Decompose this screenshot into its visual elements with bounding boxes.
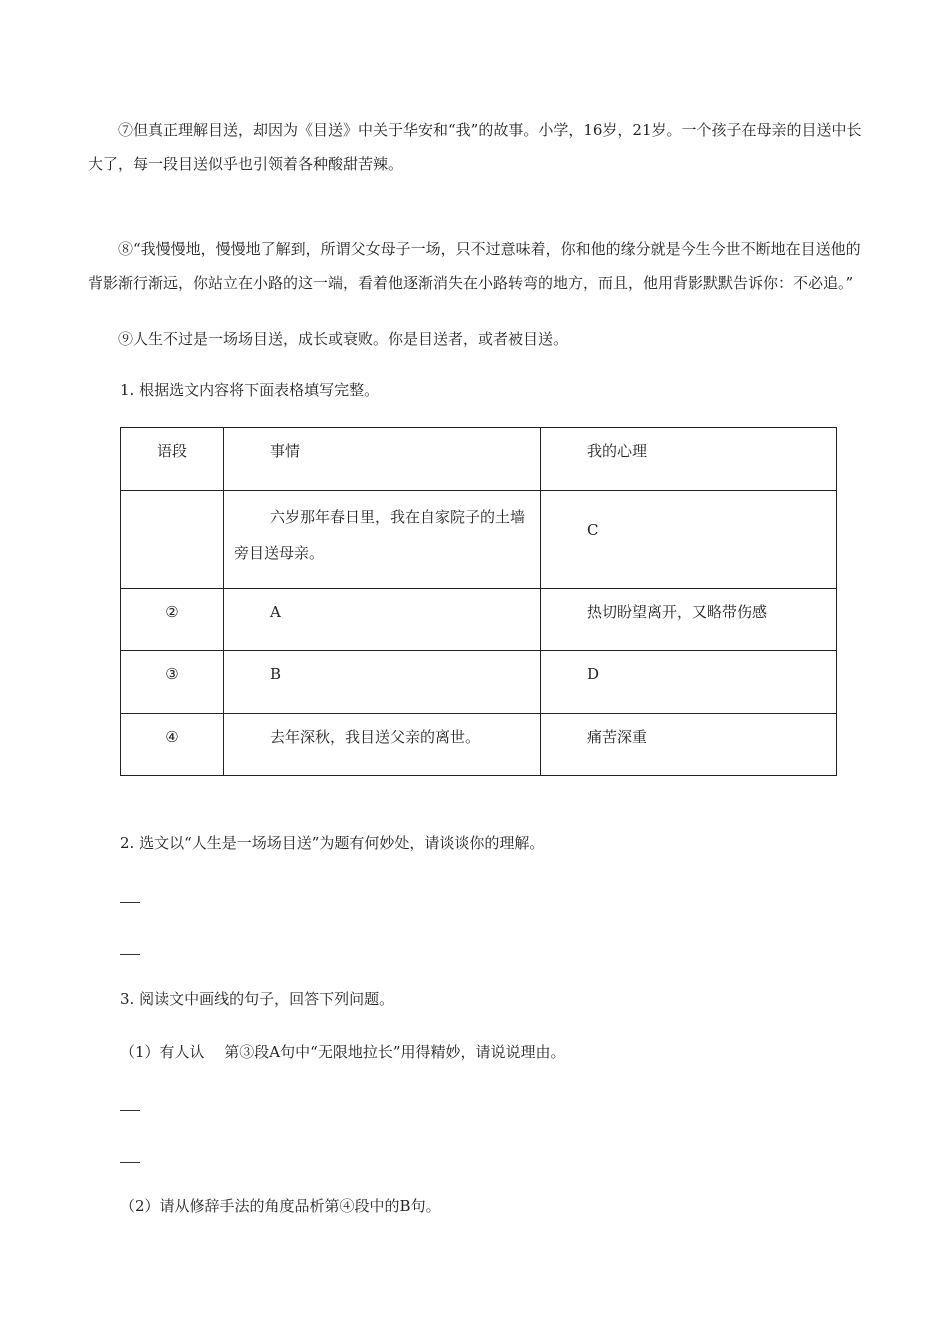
row1-event: 六岁那年春日里，我在自家院子的土墙旁目送母亲。 [234,508,526,562]
table-header-row [121,428,837,491]
table-row [121,491,837,589]
question-3-sub-1: （1）有人认 第③段A句中“无限地拉长”用得精妙，请说说理由。 [120,1043,566,1061]
paragraph-8: ⑧“我慢慢地，慢慢地了解到，所谓父女母子一场，只不过意味着，你和他的缘分就是今生今世不断地在目送他的背影渐行渐远，你站立在小路的这一端，看着他逐渐消失在小路转弯的地方，而且，他用背影默默告诉你：不必追。” [88,240,861,292]
paragraph-9: ⑨人生不过是一场场目送，成长或衰败。你是目送者，或者被目送。 [118,330,569,348]
answer-blank-line[interactable] [120,954,140,955]
question-2: 2. 选文以“人生是一场场目送”为题有何妙处，请谈谈你的理解。 [120,834,545,852]
row2-event: A [270,603,281,621]
row4-event: 去年深秋，我目送父亲的离世。 [270,728,481,746]
table-row [121,651,837,714]
header-psychology: 我的心理 [587,442,648,460]
table-row [121,714,837,776]
row3-segment: ③ [165,665,179,683]
answer-blank-line[interactable] [120,1110,140,1111]
paragraph-7: ⑦但真正理解目送，却因为《目送》中关于华安和“我”的故事。小学，16岁，21岁。一个孩子在母亲的目送中长大了，每一段目送似乎也引领着各种酸甜苦辣。 [88,121,862,173]
question-1: 1. 根据选文内容将下面表格填写完整。 [120,381,380,399]
header-event: 事情 [270,442,301,460]
row2-psychology: 热切盼望离开，又略带伤感 [587,603,768,621]
row3-event: B [270,665,282,683]
row2-segment: ② [165,603,179,621]
question-3: 3. 阅读文中画线的句子，回答下列问题。 [120,990,395,1008]
answer-blank-line[interactable] [120,1162,140,1163]
row4-psychology: 痛苦深重 [587,728,648,746]
row3-psychology: D [587,665,600,683]
row1-segment [121,491,223,503]
table-row [121,589,837,651]
question-3-sub-2: （2）请从修辞手法的角度品析第④段中的B句。 [120,1197,441,1215]
header-segment: 语段 [156,442,187,460]
answer-blank-line[interactable] [120,902,140,903]
answer-table [120,427,837,776]
row1-psychology: C [587,521,599,539]
row4-segment: ④ [165,728,179,746]
